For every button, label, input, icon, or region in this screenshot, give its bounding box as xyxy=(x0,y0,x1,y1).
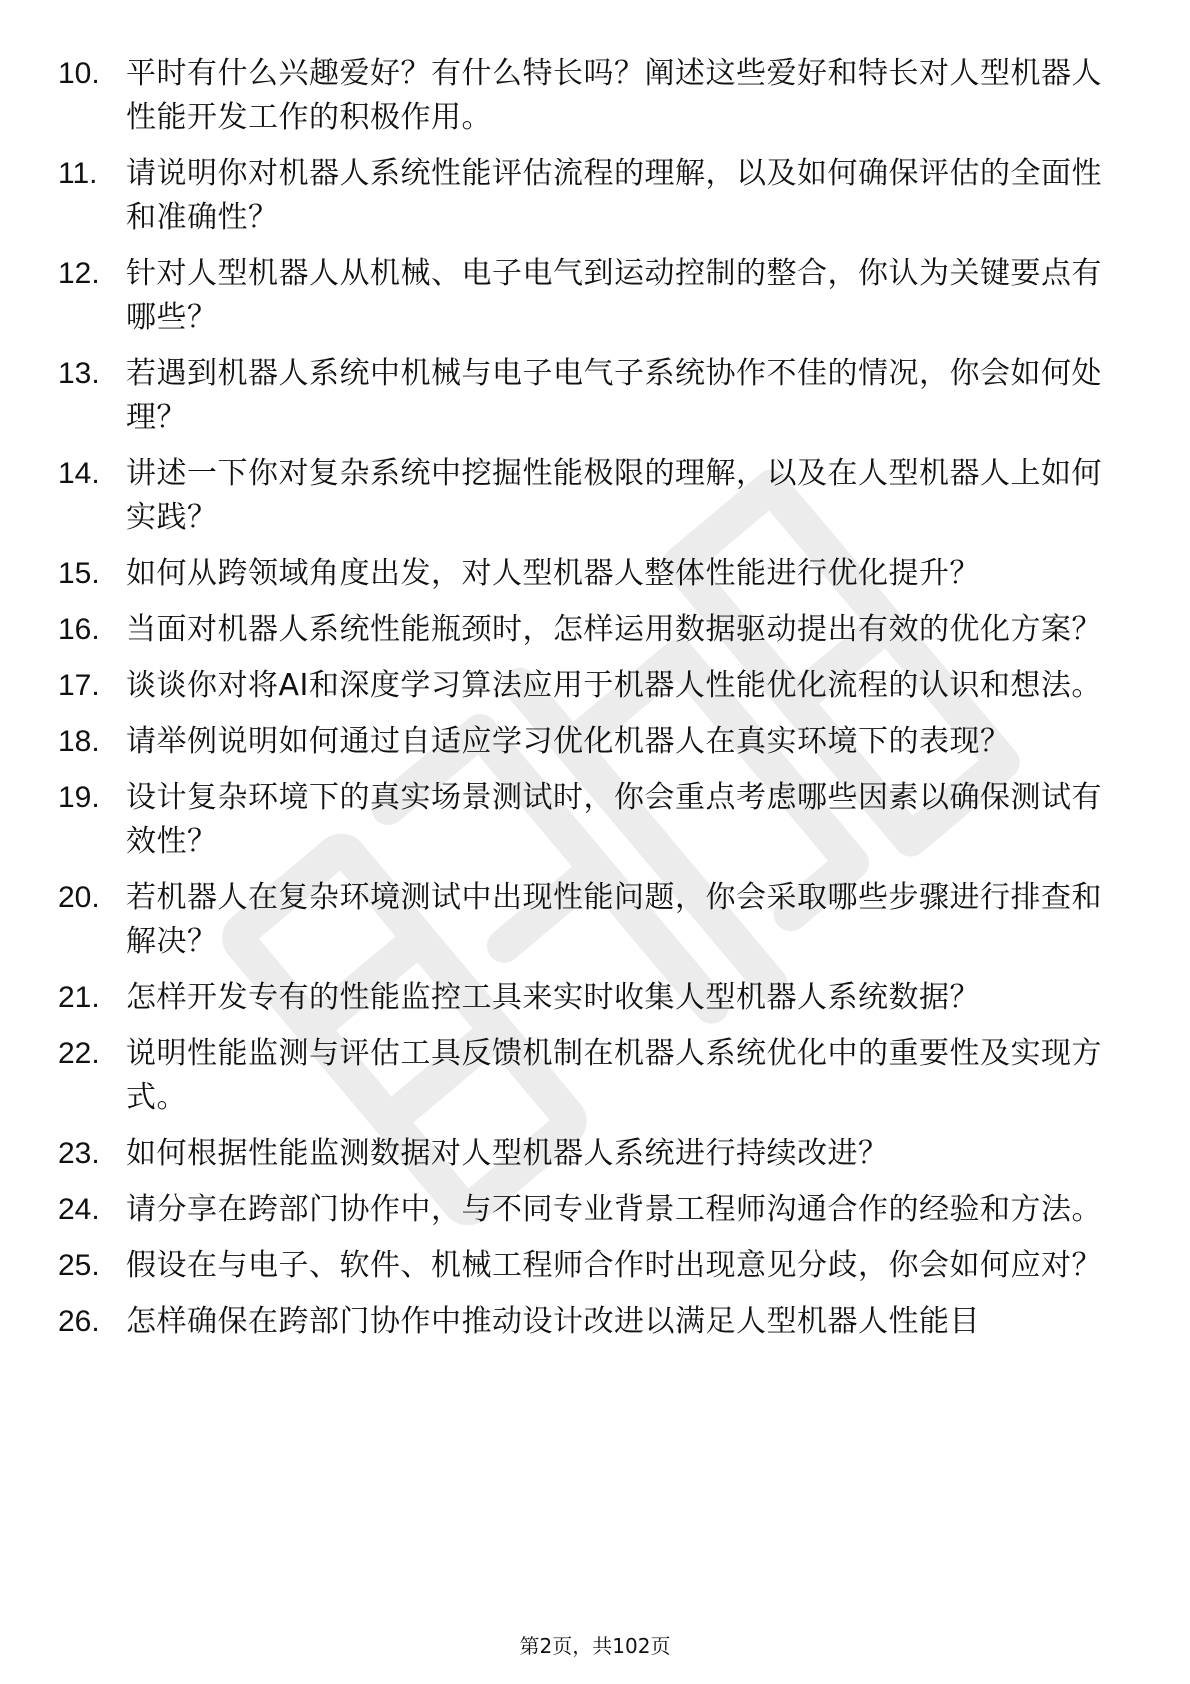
question-number: 19. xyxy=(58,781,100,814)
question-text: 针对人型机器人从机械、电子电气到运动控制的整合，你认为关键要点有哪些？ xyxy=(126,256,1102,335)
question-item xyxy=(58,1244,1118,1288)
question-text: 请分享在跨部门协作中，与不同专业背景工程师沟通合作的经验和方法。 xyxy=(126,1192,1102,1227)
question-list xyxy=(58,52,1118,1356)
question-item xyxy=(58,252,1118,340)
question-number: 25. xyxy=(58,1249,100,1282)
question-number: 10. xyxy=(58,57,100,90)
question-text: 谈谈你对将AI和深度学习算法应用于机器人性能优化流程的认识和想法。 xyxy=(126,668,1102,703)
question-text: 怎样开发专有的性能监控工具来实时收集人型机器人系统数据？ xyxy=(126,980,980,1015)
question-number: 20. xyxy=(58,881,100,914)
question-text: 如何根据性能监测数据对人型机器人系统进行持续改进？ xyxy=(126,1136,889,1171)
question-number: 21. xyxy=(58,981,100,1014)
question-number: 18. xyxy=(58,725,100,758)
question-item xyxy=(58,552,1118,596)
question-text: 请说明你对机器人系统性能评估流程的理解，以及如何确保评估的全面性和准确性？ xyxy=(126,156,1102,235)
question-item xyxy=(58,776,1118,864)
question-text: 如何从跨领域角度出发，对人型机器人整体性能进行优化提升？ xyxy=(126,556,980,591)
question-number: 17. xyxy=(58,669,100,702)
question-text: 设计复杂环境下的真实场景测试时，你会重点考虑哪些因素以确保测试有效性？ xyxy=(126,780,1102,859)
question-item xyxy=(58,452,1118,540)
question-item xyxy=(58,352,1118,440)
question-number: 11. xyxy=(58,157,98,190)
question-item xyxy=(58,1300,1118,1344)
question-number: 24. xyxy=(58,1193,100,1226)
question-item xyxy=(58,152,1118,240)
question-item xyxy=(58,608,1118,652)
question-number: 16. xyxy=(58,613,100,646)
question-item xyxy=(58,52,1118,140)
question-item xyxy=(58,976,1118,1020)
question-text: 假设在与电子、软件、机械工程师合作时出现意见分歧，你会如何应对？ xyxy=(126,1248,1102,1283)
question-item xyxy=(58,720,1118,764)
question-number: 15. xyxy=(58,557,100,590)
question-item xyxy=(58,1132,1118,1176)
question-text: 说明性能监测与评估工具反馈机制在机器人系统优化中的重要性及实现方式。 xyxy=(126,1036,1102,1115)
question-number: 13. xyxy=(58,357,100,390)
question-item xyxy=(58,664,1118,708)
page-indicator: 第2页，共102页 xyxy=(519,1634,671,1658)
question-number: 12. xyxy=(58,257,100,290)
question-number: 23. xyxy=(58,1137,100,1170)
question-text: 讲述一下你对复杂系统中挖掘性能极限的理解，以及在人型机器人上如何实践？ xyxy=(126,456,1102,535)
question-text: 请举例说明如何通过自适应学习优化机器人在真实环境下的表现？ xyxy=(126,724,1011,759)
question-item xyxy=(58,876,1118,964)
question-item xyxy=(58,1032,1118,1120)
question-text: 若机器人在复杂环境测试中出现性能问题，你会采取哪些步骤进行排查和解决？ xyxy=(126,880,1102,959)
question-text: 怎样确保在跨部门协作中推动设计改进以满足人型机器人性能目 xyxy=(126,1304,980,1339)
question-text: 若遇到机器人系统中机械与电子电气子系统协作不佳的情况，你会如何处理？ xyxy=(126,356,1102,435)
question-number: 14. xyxy=(58,457,100,490)
question-number: 26. xyxy=(58,1305,100,1338)
question-item xyxy=(58,1188,1118,1232)
question-text: 平时有什么兴趣爱好？有什么特长吗？阐述这些爱好和特长对人型机器人性能开发工作的积极作用。 xyxy=(126,56,1102,135)
question-number: 22. xyxy=(58,1037,100,1070)
question-text: 当面对机器人系统性能瓶颈时，怎样运用数据驱动提出有效的优化方案？ xyxy=(126,612,1102,647)
